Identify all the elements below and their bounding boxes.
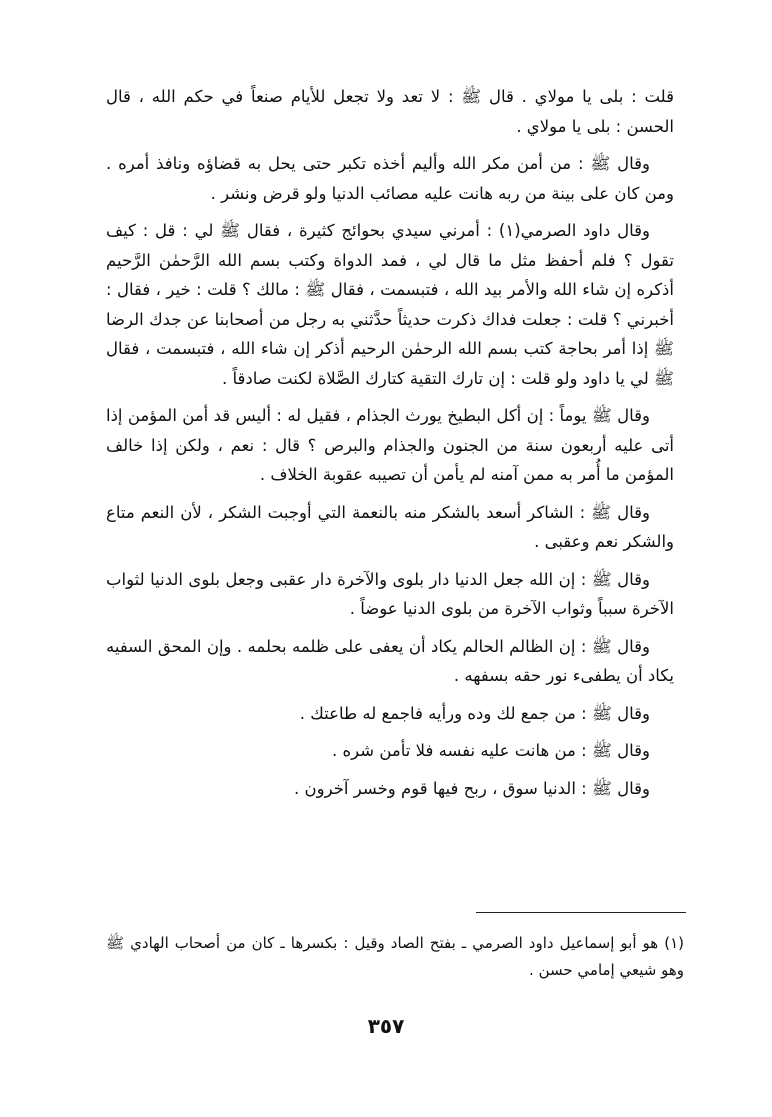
paragraph-4: وقال ﷺ يوماً : إن أكل البطيخ يورث الجذام ، فقيل له : أليس قد أمن المؤمن إذا أتى عليه أربعون سنة من الجنون والجذام والبرص ؟ قال : نعم ، ولكن إذا خالف المؤمن ما أُمر به ممن آمنه لم يأمن أن تصيبه عقوبة الخلاف .: [106, 406, 674, 484]
paragraph-3: وقال داود الصرمي(١) : أمرني سيدي بحوائج كثيرة ، فقال ﷺ لي : قل : كيف تقول ؟ فلم أحفظ مثل ما قال لي ، فمد الدواة وكتب بسم الله الرَّحمٰن الرَّحيم أذكره إن شاء الله والأمر بيد الله ، فتبسمت ، فقال ﷺ : مالك ؟ قلت : خير ، فقال : أخبرني ؟ قلت : جعلت فداك ذكرت حديثاً حدَّثني به رجل من أصحابنا عن جدك الرضا ﷺ إذا أمر بحاجة كتب بسم الله الرحمٰن الرحيم أذكر إن شاء الله ، فتبسمت ، فقال ﷺ لي يا داود ولو قلت : إن تارك التقية كتارك الصَّلاة لكنت صادقاً .: [106, 221, 674, 388]
paragraph-5: وقال ﷺ : الشاكر أسعد بالشكر منه بالنعمة التي أوجبت الشكر ، لأن النعم متاع والشكر نعم وعقبى .: [106, 502, 674, 551]
paragraph-10: وقال ﷺ : الدنيا سوق ، ربح فيها قوم وخسر آخرون .: [294, 778, 650, 798]
footnote-1: (١) هو أبو إسماعيل داود الصرمي ـ بفتح الصاد وقيل : بكسرها ـ كان من أصحاب الهادي ﷺ وهو شيعي إمامي حسن .: [106, 934, 684, 979]
paragraph-2: وقال ﷺ : من أمن مكر الله وأليم أخذه تكبر حتى يحل به قضاؤه ونافذ أمره . ومن كان على بينة من ربه هانت عليه مصائب الدنيا ولو قرض ونشر .: [106, 154, 674, 203]
page-number: ٣٥٧: [367, 1014, 405, 1038]
main-text: [106, 82, 674, 811]
paragraph-1: قلت : بلى يا مولاي . قال ﷺ : لا تعد ولا تجعل للأيام صنعاً في حكم الله ، قال الحسن : بلى يا مولاي .: [106, 87, 674, 136]
footnote-divider: [476, 912, 686, 913]
paragraph-9: وقال ﷺ : من هانت عليه نفسه فلا تأمن شره .: [332, 741, 650, 760]
paragraph-8: وقال ﷺ : من جمع لك وده ورأيه فاجمع له طاعتك .: [299, 703, 650, 723]
footnotes: [106, 930, 684, 984]
paragraph-6: وقال ﷺ : إن الله جعل الدنيا دار بلوى والآخرة دار عقبى وجعل بلوى الدنيا لثواب الآخرة سبباً وثواب الآخرة من بلوى الدنيا عوضاً .: [106, 569, 674, 618]
paragraph-7: وقال ﷺ : إن الظالم الحالم يكاد أن يعفى على ظلمه بحلمه . وإن المحق السفيه يكاد أن يطفىء نور حقه بسفهه .: [106, 636, 674, 685]
